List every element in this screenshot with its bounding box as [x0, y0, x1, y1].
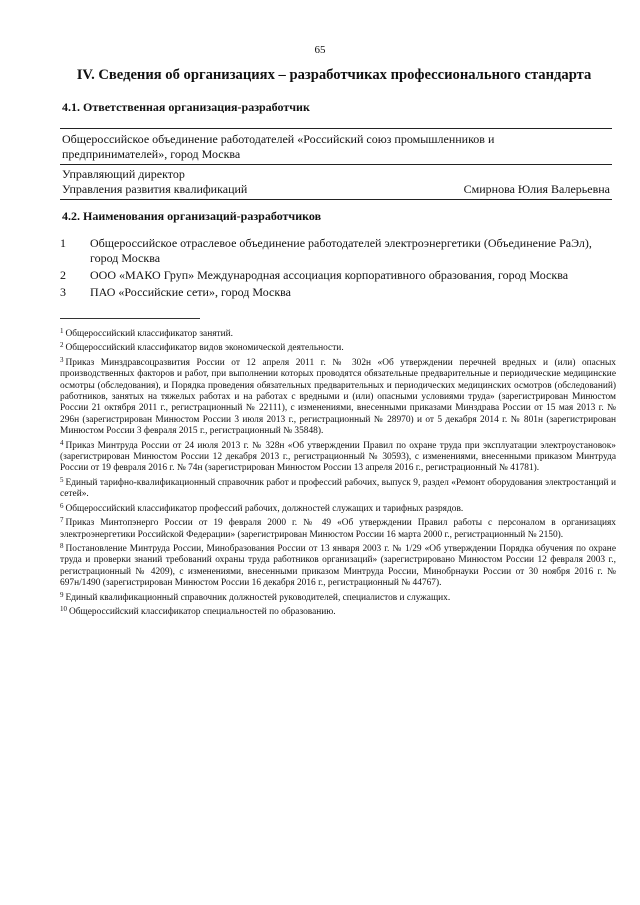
- footnote-text: Единый тарифно-квалификационный справочник работ и профессий рабочих, выпуск 9, раздел «Ремонт оборудования электростанций и сетей».: [60, 477, 616, 500]
- footnotes: [60, 326, 616, 618]
- developer-name: ООО «МАКО Груп» Международная ассоциация корпоративного образования, город Москва: [90, 268, 569, 282]
- footnote-marker: 7: [60, 516, 64, 525]
- developer-number: 3: [60, 285, 66, 299]
- page-number: 65: [314, 44, 326, 56]
- footnote: [60, 501, 616, 515]
- footnote-marker: 4: [60, 438, 64, 447]
- footnote: [60, 590, 616, 604]
- footnote-marker: 8: [60, 541, 64, 550]
- footnote-marker: 1: [60, 327, 64, 335]
- list-item: [60, 268, 616, 283]
- position-line-1: Управляющий директор: [62, 167, 185, 181]
- footnote: [60, 515, 616, 541]
- footnote-marker: 6: [60, 501, 64, 510]
- responsible-org-name: [60, 128, 612, 164]
- responsible-org-heading: 4.1. Ответственная организация-разработчик: [62, 100, 310, 114]
- footnote-text: Общероссийский классификатор профессий рабочих, должностей служащих и тарифных разрядов.: [65, 503, 464, 514]
- footnote: [60, 604, 616, 618]
- footnote-text: Единый квалификационный справочник должностей руководителей, специалистов и служащих.: [65, 592, 451, 603]
- section-title: IV. Сведения об организациях – разработчиках профессионального стандарта: [76, 67, 592, 83]
- footnote-text: Приказ Минздравсоцразвития России от 12 апреля 2011 г. № 302н «Об утверждении перечней вредных и (или) опасных производственных факторов и работ, при выполнении которых проводятся обязательные предварительные и периодические медицинские осмотры (обследования), и Порядка проведения обязательных предварительных и периодических медицинских осмотров (обследований) работников, занятых на тяжелых работах и на работах с вредными и (или) опасными условиями труда» (зарегистрирован Минюстом России 21 октября 2011 г., регистрационный № 22111), с изменениями, внесенными приказами Минздрава России от 15 мая 2013 г. № 296н (зарегистрирован Минюстом России 3 июля 2013 г., регистрационный № 28970) и от 5 декабря 2014 г. № 801н (зарегистрирован Минюстом России 3 февраля 2015 г., регистрационный № 35848).: [60, 357, 616, 437]
- footnote: [60, 355, 616, 438]
- developer-name: ПАО «Российские сети», город Москва: [90, 285, 291, 299]
- developer-number: 1: [60, 236, 66, 250]
- footnote-text: Приказ Минтопэнерго России от 19 февраля 2000 г. № 49 «Об утверждении Правил работы с персоналом в организациях электроэнергетики Российской Федерации» (зарегистрирован Минюстом России 16 марта 2000 г., регистрационный № 2150).: [60, 518, 616, 540]
- position-line-2: Управления развития квалификаций: [62, 182, 248, 196]
- person-name: Смирнова Юлия Валерьевна: [463, 182, 610, 196]
- footnote-text: Общероссийский классификатор видов экономической деятельности.: [65, 343, 344, 354]
- footnote-marker: 10: [60, 604, 67, 613]
- org-line-2: предпринимателей», город Москва: [62, 147, 241, 161]
- footnote-text: Общероссийский классификатор занятий.: [65, 329, 233, 339]
- list-item: [60, 236, 616, 266]
- footnote-marker: 3: [60, 355, 64, 364]
- org-line-1: Общероссийское объединение работодателей «Российский союз промышленников и: [62, 132, 495, 146]
- footnote-divider: [60, 318, 200, 319]
- developer-name: Общероссийское отраслевое объединение работодателей электроэнергетики (Объединение РаЭл), город Москва: [90, 236, 592, 265]
- developers-heading: 4.2. Наименования организаций-разработчиков: [62, 209, 322, 223]
- footnote: [60, 438, 616, 475]
- list-item: [60, 285, 616, 300]
- responsible-org-table: [60, 128, 612, 200]
- footnote-marker: 2: [60, 341, 64, 350]
- footnote: [60, 326, 616, 340]
- footnote-marker: 5: [60, 475, 64, 484]
- footnote-text: Приказ Минтруда России от 24 июля 2013 г. № 328н «Об утверждении Правил по охране труда при эксплуатации электроустановок» (зарегистрирован Минюстом России 12 декабря 2013 г., регистрационный № 30593), с изменениями, внесенными приказом Минтруда России от 19 февраля 2016 г. № 74н (зарегистрирован Минюстом России 13 апреля 2016 г., регистрационный № 41781).: [60, 440, 616, 474]
- developer-number: 2: [60, 268, 66, 282]
- footnote-text: Постановление Минтруда России, Минобразования России от 13 января 2003 г. № 1/29 «Об утверждении Порядка обучения по охране труда и проверки знаний требований охраны труда работников организаций» (зарегистрировано Минюстом России 12 февраля 2003 г., регистрационный № 4209), с изменениями, внесенными приказом Минтруда России, Минобрнауки России от 30 ноября 2016 г. № 697н/1490 (зарегистрирован Минюстом России 16 декабря 2016 г., регистрационный № 44767).: [60, 543, 616, 589]
- developers-list: [60, 236, 616, 302]
- responsible-person: [60, 164, 612, 200]
- footnote: [60, 541, 616, 590]
- footnote: [60, 340, 616, 354]
- footnote-marker: 9: [60, 590, 64, 599]
- footnote-text: Общероссийский классификатор специальностей по образованию.: [69, 606, 336, 617]
- footnote: [60, 475, 616, 501]
